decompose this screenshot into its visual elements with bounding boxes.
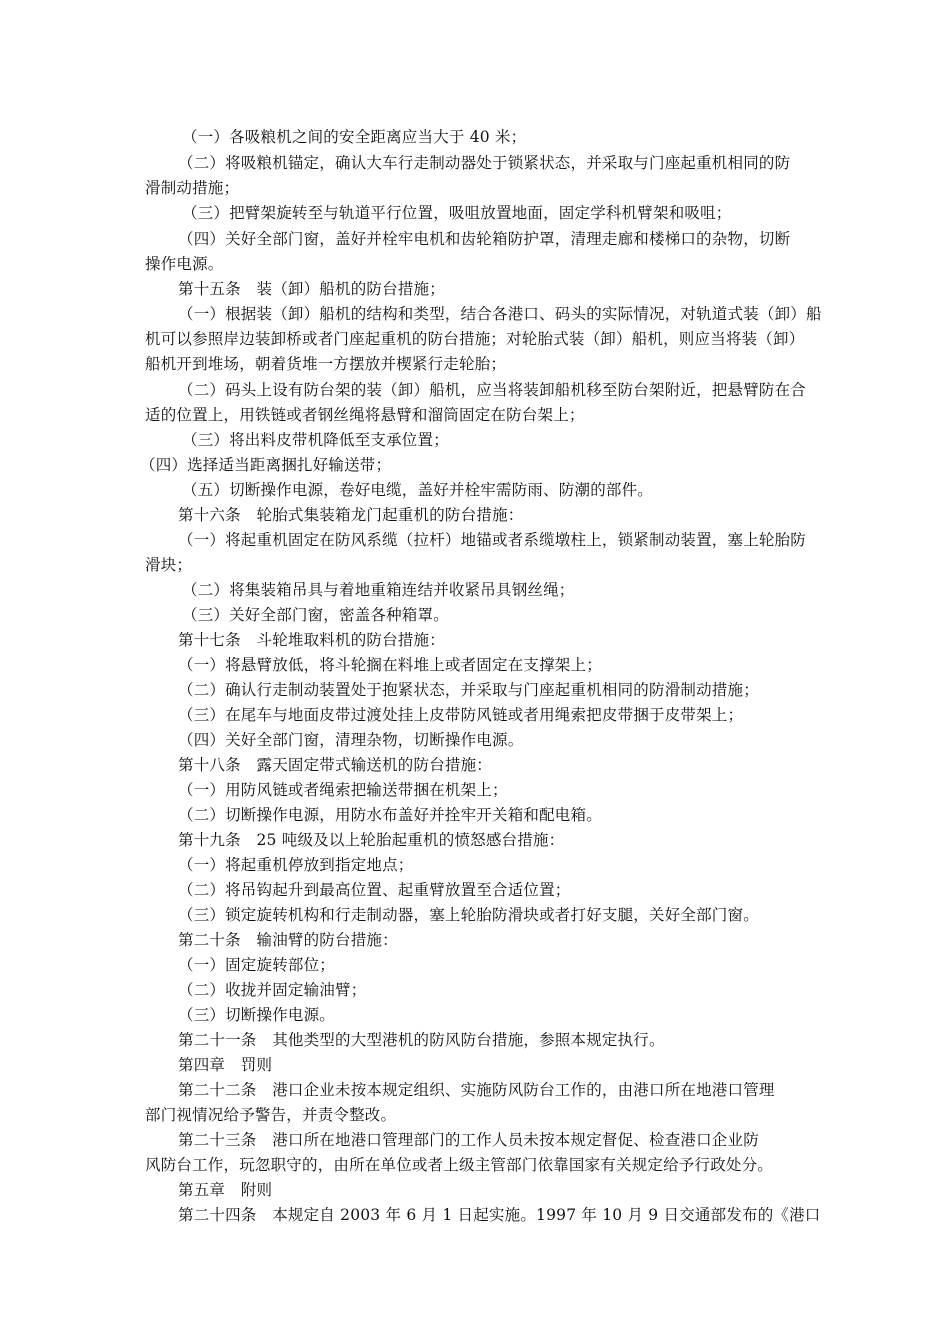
article-heading: 第十九条 25 吨级及以上轮胎起重机的愤怒感台措施： bbox=[178, 831, 565, 849]
text-line: 滑制动措施； bbox=[145, 179, 240, 197]
text-line: （四）选择适当距离捆扎好输送带； bbox=[140, 456, 392, 474]
text-line: 部门视情况给予警告，并责令整改。 bbox=[145, 1106, 397, 1124]
text-line: 适的位置上，用铁链或者钢丝绳将悬臂和溜筒固定在防台架上； bbox=[145, 406, 585, 424]
article-heading: 第二十一条 其他类型的大型港机的防风防台措施，参照本规定执行。 bbox=[178, 1031, 665, 1049]
text-line: （一）固定旋转部位； bbox=[178, 956, 336, 974]
text-line: （四）关好全部门窗，盖好并栓牢电机和齿轮箱防护罩，清理走廊和楼梯口的杂物，切断 bbox=[178, 230, 791, 248]
text-line: （一）根据装（卸）船机的结构和类型，结合各港口、码头的实际情况，对轨道式装（卸）船 bbox=[178, 305, 822, 323]
text-line: 操作电源。 bbox=[145, 255, 224, 273]
text-line: （三）在尾车与地面皮带过渡处挂上皮带防风链或者用绳索把皮带捆于皮带架上； bbox=[178, 706, 744, 724]
text-line: 船机开到堆场，朝着货堆一方摆放并楔紧行走轮胎； bbox=[145, 355, 507, 373]
article-heading: 第二十二条 港口企业未按本规定组织、实施防风防台工作的，由港口所在地港口管理 bbox=[178, 1081, 775, 1099]
chapter-heading: 第五章 附则 bbox=[178, 1181, 273, 1199]
text-line: （二）收拢并固定输油臂； bbox=[178, 981, 367, 999]
text-line: （二）将吊钩起升到最高位置、起重臂放置至合适位置； bbox=[178, 881, 571, 899]
text-line: 滑块； bbox=[145, 556, 193, 574]
text-line: （三）锁定旋转机构和行走制动器，塞上轮胎防滑块或者打好支腿，关好全部门窗。 bbox=[178, 906, 759, 924]
text-line: （三）切断操作电源。 bbox=[178, 1006, 336, 1024]
text-line: （三）把臂架旋转至与轨道平行位置，吸咀放置地面，固定学科机臂架和吸咀； bbox=[182, 204, 732, 222]
article-heading: 第十五条 装（卸）船机的防台措施； bbox=[178, 280, 445, 298]
text-line: （二）码头上设有防台架的装（卸）船机，应当将装卸船机移至防台架附近，把悬臂防在合 bbox=[178, 381, 807, 399]
article-heading: 第十七条 斗轮堆取料机的防台措施： bbox=[178, 631, 445, 649]
text-line: （三）将出料皮带机降低至支承位置； bbox=[182, 431, 449, 449]
article-heading: 第二十条 输油臂的防台措施： bbox=[178, 931, 398, 949]
text-line: （一）将悬臂放低，将斗轮搁在料堆上或者固定在支撑架上； bbox=[178, 656, 602, 674]
chapter-heading: 第四章 罚则 bbox=[178, 1056, 273, 1074]
text-line: （一）各吸粮机之间的安全距离应当大于 40 米； bbox=[182, 128, 527, 146]
text-line: （一）将起重机停放到指定地点； bbox=[178, 856, 414, 874]
text-line: （四）关好全部门窗，清理杂物，切断操作电源。 bbox=[178, 731, 524, 749]
text-line: （二）将集装箱吊具与着地重箱连结并收紧吊具钢丝绳； bbox=[182, 581, 575, 599]
text-line: （三）关好全部门窗，密盖各种箱罩。 bbox=[182, 606, 449, 624]
article-heading: 第二十四条 本规定自 2003 年 6 月 1 日起实施。1997 年 10 月 9 日交通部发布的《港口 bbox=[178, 1206, 821, 1224]
article-heading: 第十八条 露天固定带式输送机的防台措施： bbox=[178, 756, 493, 774]
article-heading: 第十六条 轮胎式集装箱龙门起重机的防台措施： bbox=[178, 506, 524, 524]
text-line: （一）用防风链或者绳索把输送带捆在机架上； bbox=[178, 781, 508, 799]
text-line: （一）将起重机固定在防风系缆（拉杆）地锚或者系缆墩柱上，锁紧制动装置，塞上轮胎防 bbox=[178, 531, 807, 549]
text-line: 风防台工作，玩忽职守的，由所在单位或者上级主管部门依靠国家有关规定给予行政处分。 bbox=[145, 1156, 774, 1174]
text-line: （二）将吸粮机锚定，确认大车行走制动器处于锁紧状态，并采取与门座起重机相同的防 bbox=[178, 154, 791, 172]
text-line: （二）确认行走制动装置处于抱紧状态，并采取与门座起重机相同的防滑制动措施； bbox=[178, 681, 759, 699]
text-line: （二）切断操作电源，用防水布盖好并拴牢开关箱和配电箱。 bbox=[178, 806, 602, 824]
text-line: （五）切断操作电源，卷好电缆，盖好并栓牢需防雨、防潮的部件。 bbox=[182, 481, 654, 499]
text-line: 机可以参照岸边装卸桥或者门座起重机的防台措施；对轮胎式装（卸）船机，则应当将装（卸） bbox=[145, 330, 805, 348]
article-heading: 第二十三条 港口所在地港口管理部门的工作人员未按本规定督促、检查港口企业防 bbox=[178, 1131, 759, 1149]
